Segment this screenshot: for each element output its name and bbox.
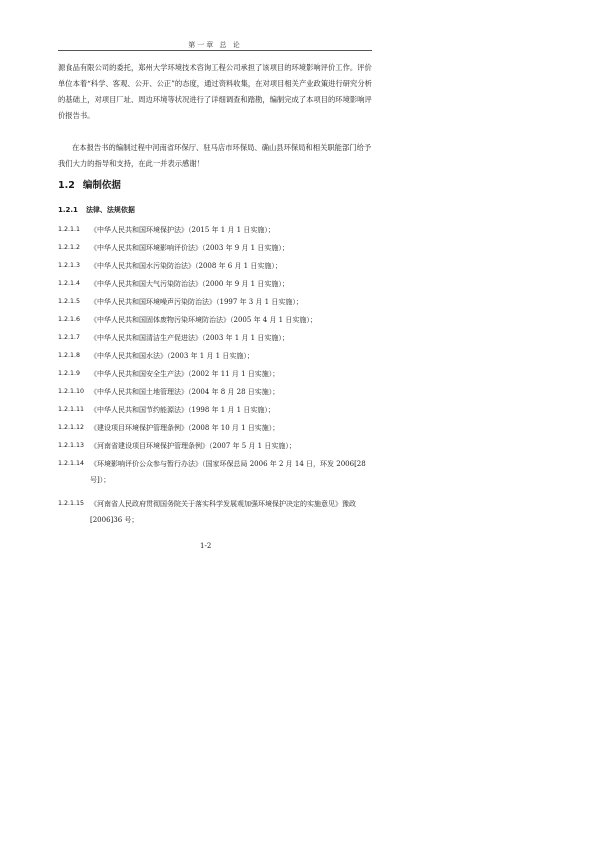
section-title: 编制依据 [82,180,121,191]
list-item [58,496,372,528]
page-number: 1-2 [200,542,212,550]
section-number: 1.2 [58,180,75,191]
item-text: 《中华人民共和国大气污染防治法》（2000 年 9 月 1 日实施）； [90,280,289,288]
item-number: 1.2.1.15 [58,500,85,507]
item-text: 《中华人民共和国节约能源法》（1998 年 1 月 1 日实施）； [90,406,275,414]
list-item [58,438,372,454]
item-text: 《中华人民共和国水法》（2003 年 1 月 1 日实施）； [90,352,254,360]
body-paragraph: 源食品有限公司的委托，郑州大学环境技术咨询工程公司承担了该项目的环境影响评价工作。评价单位本着“科学、客观、公开、公正”的态度，通过资料收集，在对项目相关产业政策进行研究分析的基础上，对项目厂址、周边环境等状况进行了详细调查和踏勘，编制完成了本项目的环境影响评价报告书。 [58,63,372,120]
item-text: 《河南省建设项目环境保护管理条例》（2007 年 5 月 1 日实施）； [90,442,296,450]
list-item [58,402,372,418]
item-number: 1.2.1.7 [58,334,81,341]
item-text: 《建设项目环境保护管理条例》（2008 年 10 月 1 日实施）； [90,424,280,432]
subsection-number: 1.2.1 [58,206,78,214]
item-number: 1.2.1.8 [58,352,81,359]
item-number: 1.2.1.5 [58,298,81,305]
list-item [58,222,372,238]
item-text: 《河南省人民政府贯彻国务院关于落实科学发展观加强环境保护决定的实施意见》豫政[2006]36 号； [90,500,356,524]
item-number: 1.2.1.12 [58,424,85,431]
item-number: 1.2.1.9 [58,370,81,377]
item-number: 1.2.1.3 [58,262,81,269]
item-text: 《中华人民共和国固体废物污染环境防治法》（2005 年 4 月 1 日实施）； [90,316,317,324]
item-text: 《中华人民共和国水污染防治法》（2008 年 6 月 1 日实施）； [90,262,282,270]
item-text: 《中华人民共和国环境噪声污染防治法》（1997 年 3 月 1 日实施）； [90,298,303,306]
item-text: 《中华人民共和国土地管理法》（2004 年 8 月 28 日实施）； [90,388,280,396]
item-number: 1.2.1.4 [58,280,81,287]
list-item [58,348,372,364]
list-item [58,258,372,274]
item-text: 《中华人民共和国清洁生产促进法》（2003 年 1 月 1 日实施）； [90,334,289,342]
list-item [58,294,372,310]
subsection-title: 法律、法规依据 [85,206,135,214]
list-item [58,330,372,346]
item-text: 《中华人民共和国安全生产法》（2002 年 11 月 1 日实施）； [90,370,280,378]
list-item [58,366,372,382]
item-number: 1.2.1.6 [58,316,81,323]
list-item [58,456,372,488]
item-number: 1.2.1.10 [58,388,85,395]
section-heading [58,177,121,191]
running-header: 第一章 总 论 [188,41,242,49]
item-number: 1.2.1.13 [58,442,85,449]
item-text: 《中华人民共和国环境影响评价法》（2003 年 9 月 1 日实施）； [90,244,289,252]
list-item [58,384,372,400]
item-number: 1.2.1.14 [58,460,85,467]
list-item [58,312,372,328]
item-number: 1.2.1.11 [58,406,85,413]
subsection-heading [58,205,135,215]
item-number: 1.2.1.1 [58,226,81,233]
body-paragraph: 在本报告书的编制过程中河南省环保厅、驻马店市环保局、确山县环保局和相关职能部门给予我们大力的指导和支持，在此一并表示感谢！ [58,143,372,168]
list-item [58,276,372,292]
header-divider [58,50,372,51]
item-text: 《中华人民共和国环境保护法》（2015 年 1 月 1 日实施）； [90,226,275,234]
list-item [58,240,372,256]
item-number: 1.2.1.2 [58,244,81,251]
item-text: 《环境影响评价公众参与暂行办法》（国家环保总局 2006 年 2 月 14 日，环发 2006[28 号]）； [90,460,366,484]
list-item [58,420,372,436]
